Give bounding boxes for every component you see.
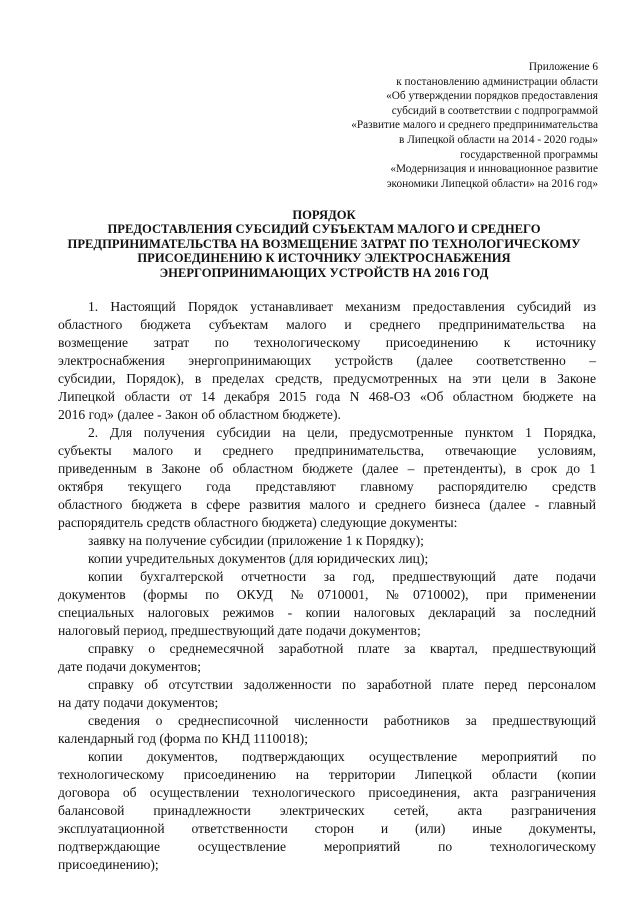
- paragraph-line: эксплуатационной ответственности сторон и (или) иные документы,: [58, 821, 596, 836]
- paragraph-line: балансовой принадлежности электрических сетей, акта разграничения: [58, 803, 596, 818]
- paragraph-line: копии документов, подтверждающих осуществление мероприятий по: [88, 749, 596, 764]
- paragraph-line: дате подачи документов;: [58, 659, 201, 674]
- paragraph: [58, 712, 596, 748]
- appendix-line: в Липецкой области на 2014 - 2020 годы»: [399, 133, 598, 146]
- paragraph: [58, 424, 596, 532]
- paragraph-line: 2. Для получения субсидии на цели, предусмотренные пунктом 1 Порядка,: [88, 425, 596, 440]
- title-line: ЭНЕРГОПРИНИМАЮЩИХ УСТРОЙСТВ НА 2016 ГОД: [159, 265, 489, 280]
- paragraph-line: субсидии, Порядок), в пределах средств, предусмотренных на эти цели в Законе: [58, 371, 596, 386]
- paragraph-line: справку об отсутствии задолженности по заработной плате перед персоналом: [88, 677, 596, 692]
- paragraph-line: копии учредительных документов (для юридических лиц);: [88, 551, 429, 566]
- appendix-line: к постановлению администрации области: [396, 75, 598, 88]
- paragraph-line: на дату подачи документов;: [58, 695, 219, 710]
- paragraph-line: распорядитель средств областного бюджета) следующие документы:: [58, 515, 458, 530]
- appendix-line: «Об утверждении порядков предоставления: [386, 90, 598, 103]
- paragraph-line: октября текущего года представляют главному распорядителю средств: [58, 479, 596, 494]
- paragraph-line: налоговый период, предшествующий дате подачи документов;: [58, 623, 421, 638]
- paragraph-line: электроснабжения энергопринимающих устройств (далее соответственно –: [58, 353, 596, 368]
- title-line: ПРЕДПРИНИМАТЕЛЬСТВА НА ВОЗМЕЩЕНИЕ ЗАТРАТ ПО ТЕХНОЛОГИЧЕСКОМУ: [67, 236, 581, 251]
- appendix-line: экономики Липецкой области» на 2016 год»: [386, 177, 598, 190]
- paragraph-line: подтверждающие осуществление мероприятий по технологическому: [58, 839, 596, 854]
- paragraph-line: сведения о среднесписочной численности работников за предшествующий: [88, 713, 596, 728]
- paragraph-line: приведенным в Законе об областном бюджете (далее – претенденты), в срок до 1: [58, 461, 596, 476]
- paragraph: [58, 676, 596, 712]
- paragraph: [58, 298, 596, 424]
- paragraph-line: договора об осуществлении технологического присоединения, акта разграничения: [58, 785, 596, 800]
- paragraph: [58, 568, 596, 640]
- paragraph-line: Липецкой области от 14 декабря 2015 года N 468-ОЗ «Об областном бюджете на: [58, 389, 596, 404]
- paragraph-line: календарный год (форма по КНД 1110018);: [58, 731, 308, 746]
- appendix-line: государственной программы: [460, 148, 598, 161]
- paragraph: [58, 532, 596, 550]
- appendix-header: [278, 60, 598, 191]
- document-title: [48, 208, 600, 280]
- paragraph-line: заявку на получение субсидии (приложение 1 к Порядку);: [88, 533, 424, 548]
- paragraph-line: областного бюджета субъектам малого и среднего предпринимательства на: [58, 317, 596, 332]
- paragraph-line: присоединению);: [58, 857, 159, 872]
- paragraph-line: областного бюджета в сфере развития малого и среднего бизнеса (далее - главный: [58, 497, 596, 512]
- paragraph-line: документов (формы по ОКУД №0710001, №0710002), при применении: [58, 587, 596, 602]
- appendix-line: «Развитие малого и среднего предпринимательства: [351, 119, 598, 132]
- paragraph-line: технологическому присоединению на территории Липецкой области (копии: [58, 767, 596, 782]
- appendix-line: субсидий в соответствии с подпрограммой: [391, 104, 598, 117]
- title-line: ПРЕДОСТАВЛЕНИЯ СУБСИДИЙ СУБЪЕКТАМ МАЛОГО И СРЕДНЕГО: [107, 222, 541, 237]
- paragraph-line: справку о среднемесячной заработной плате за квартал, предшествующий: [88, 641, 596, 656]
- title-line: ПОРЯДОК: [292, 208, 356, 222]
- paragraph: [58, 640, 596, 676]
- appendix-line: «Модернизация и инновационное развитие: [390, 163, 598, 176]
- paragraph-line: 2016 год» (далее - Закон об областном бюджете).: [58, 407, 341, 422]
- title-line: ПРИСОЕДИНЕНИЮ К ИСТОЧНИКУ ЭЛЕКТРОСНАБЖЕНИЯ: [137, 251, 511, 266]
- paragraph-line: специальных налоговых режимов - копии налоговых деклараций за последний: [58, 605, 596, 620]
- appendix-line: Приложение 6: [528, 61, 598, 73]
- paragraph: [58, 748, 596, 874]
- paragraph-line: возмещение затрат по технологическому присоединению к источнику: [58, 335, 596, 350]
- paragraph-line: 1. Настоящий Порядок устанавливает механизм предоставления субсидий из: [88, 299, 596, 314]
- paragraph-line: субъекты малого и среднего предпринимательства, отвечающие условиям,: [58, 443, 596, 458]
- paragraph: [58, 550, 596, 568]
- document-body: [58, 298, 596, 874]
- paragraph-line: копии бухгалтерской отчетности за год, предшествующий дате подачи: [88, 569, 596, 584]
